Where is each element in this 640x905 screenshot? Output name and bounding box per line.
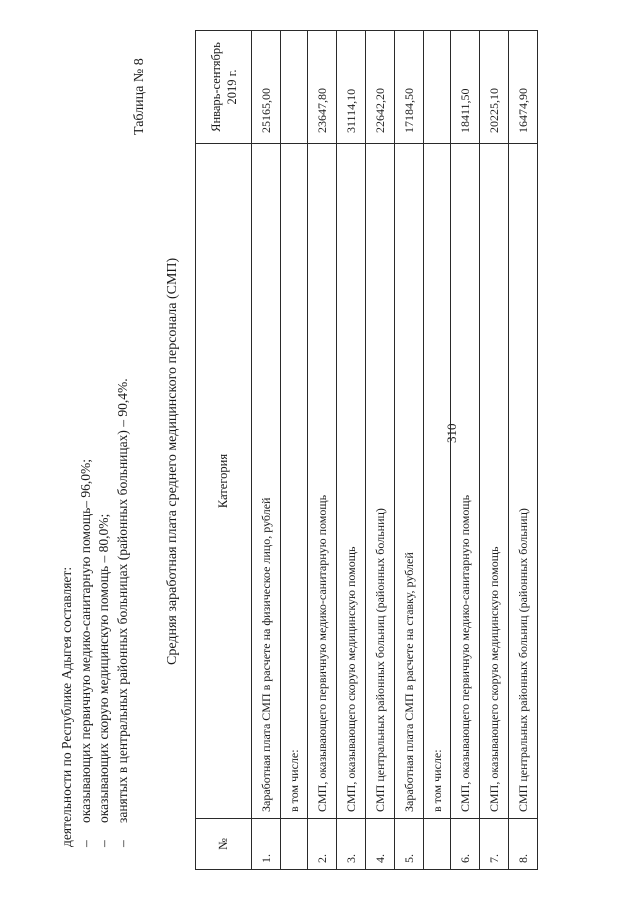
- row-value: [424, 31, 451, 144]
- table-header-row: [196, 31, 252, 870]
- row-category: СМП, оказывающего первичную медико-санитарную помощь: [451, 144, 480, 819]
- header-period-line2: 2019 г.: [224, 69, 239, 105]
- row-category: в том числе:: [281, 144, 308, 819]
- row-number: 7.: [480, 819, 509, 870]
- header-period-line1: Январь-сентябрь: [208, 42, 223, 132]
- row-value: [281, 31, 308, 144]
- row-number: 3.: [337, 819, 366, 870]
- row-category: Заработная плата СМП в расчете на ставку, рублей: [395, 144, 424, 819]
- bullet-marker: –: [96, 840, 111, 847]
- row-category: СМП центральных районных больниц (районных больниц): [509, 144, 538, 819]
- bullet-marker: –: [77, 840, 93, 847]
- table-label: Таблица № 8: [132, 58, 147, 135]
- bullet-text: оказывающих первичную медико-санитарную помощь– 96,0%;: [77, 458, 93, 823]
- table-row: [509, 31, 538, 870]
- row-number: 6.: [451, 819, 480, 870]
- intro-bullet: [95, 378, 114, 847]
- row-category: СМП центральных районных больниц (районных больниц): [366, 144, 395, 819]
- bullet-text: оказывающих скорую медицинскую помощь – 80,0%;: [96, 513, 111, 823]
- table-row: [424, 31, 451, 870]
- row-value: 22642,20: [366, 31, 395, 144]
- row-value: 25165,00: [252, 31, 281, 144]
- row-category: СМП, оказывающего скорую медицинскую помощь: [480, 144, 509, 819]
- intro-bullet: [114, 378, 133, 847]
- page-number: 310: [444, 423, 459, 443]
- table-row: [337, 31, 366, 870]
- bullet-marker: –: [114, 840, 130, 847]
- header-period: [196, 31, 252, 144]
- row-number: 4.: [366, 819, 395, 870]
- row-number: [281, 819, 308, 870]
- row-category: в том числе:: [424, 144, 451, 819]
- row-value: 20225,10: [480, 31, 509, 144]
- row-category: СМП, оказывающего первичную медико-санитарную помощь: [308, 144, 337, 819]
- row-value: 16474,90: [509, 31, 538, 144]
- salary-table: [195, 30, 538, 870]
- row-number: [424, 819, 451, 870]
- row-value: 18411,50: [451, 31, 480, 144]
- header-number: №: [196, 819, 252, 870]
- header-category: Категория: [196, 144, 252, 819]
- table-row: [366, 31, 395, 870]
- row-value: 23647,80: [308, 31, 337, 144]
- row-number: 5.: [395, 819, 424, 870]
- row-value: 17184,50: [395, 31, 424, 144]
- row-number: 8.: [509, 819, 538, 870]
- intro-lead: деятельности по Республике Адыгея составляет:: [59, 566, 74, 847]
- table-row: [480, 31, 509, 870]
- bullet-text: занятых в центральных районных больницах (районных больницах) – 90,4%.: [114, 378, 130, 823]
- table-row: [281, 31, 308, 870]
- table-row: [451, 31, 480, 870]
- row-number: 2.: [308, 819, 337, 870]
- table-row: [395, 31, 424, 870]
- table-row: [308, 31, 337, 870]
- intro-bullet: [77, 378, 96, 847]
- row-category: Заработная плата СМП в расчете на физическое лицо, рублей: [252, 144, 281, 819]
- table-row: [252, 31, 281, 870]
- row-category: СМП, оказывающего скорую медицинскую помощь: [337, 144, 366, 819]
- row-number: 1.: [252, 819, 281, 870]
- row-value: 31114,10: [337, 31, 366, 144]
- intro-paragraph: [58, 378, 132, 847]
- table-title: Средняя заработная плата среднего медицинского персонала (СМП): [165, 257, 180, 665]
- table-body: [252, 31, 538, 870]
